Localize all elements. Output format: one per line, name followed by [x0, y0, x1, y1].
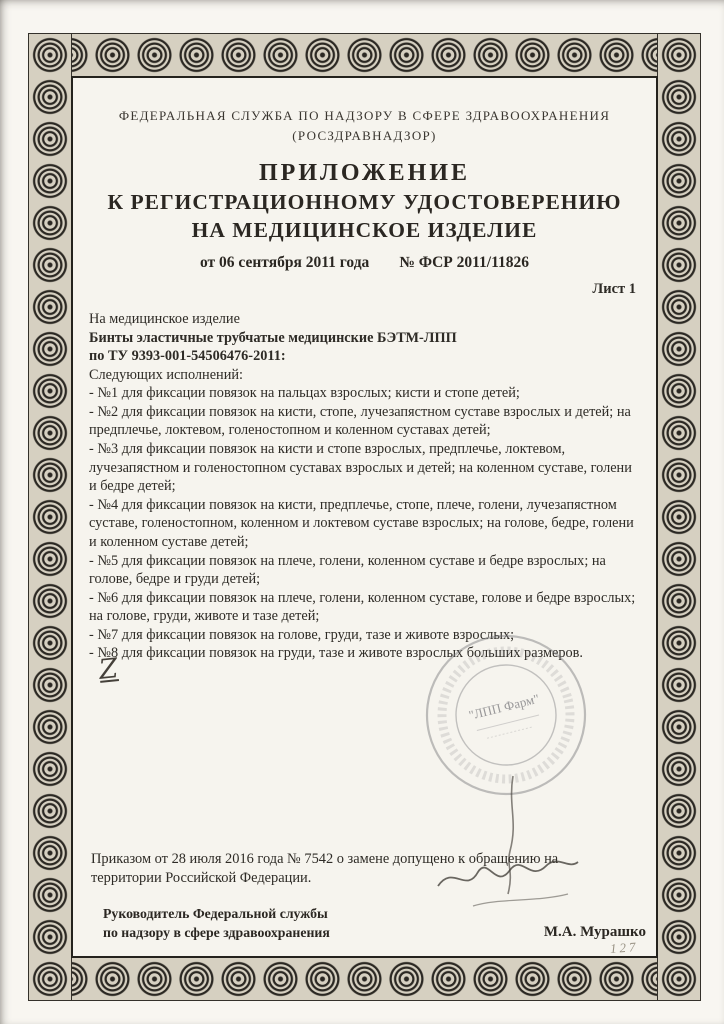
version-item: - №7 для фиксации повязок на голове, груди, тазе и животе взрослых; — [89, 626, 515, 643]
title-line-3: НА МЕДИЦИНСКОЕ ИЗДЕЛИЕ — [191, 218, 538, 242]
authority-name: ФЕДЕРАЛЬНАЯ СЛУЖБА ПО НАДЗОРУ В СФЕРЕ ЗДРАВООХРАНЕНИЯ — [118, 108, 611, 123]
pencil-page-number: 127 — [609, 939, 639, 956]
handwritten-mark: Z — [97, 653, 120, 686]
title-line-2: К РЕГИСТРАЦИОННОМУ УДОСТОВЕРЕНИЮ — [107, 190, 622, 214]
version-item: - №3 для фиксации повязок на кисти и стопе взрослых, предплечье, локтевом, лучезапястном и голеностопном суставах взрослых и детей; на коленном суставе, голени и бедре детей; — [89, 441, 632, 495]
device-intro: На медицинское изделие — [89, 311, 240, 327]
signer-title-line-2: по надзору в сфере здравоохранения — [103, 925, 330, 941]
signature-scribble — [418, 766, 588, 926]
version-item: - №5 для фиксации повязок на плече, голени, коленном суставе и бедре взрослых; на голове, бедре и груди детей; — [89, 552, 606, 588]
authority-short-name: (РОСЗДРАВНАДЗОР) — [292, 127, 437, 143]
device-tu-number: по ТУ 9393-001-54506476-2011: — [89, 348, 286, 365]
signer-name: М.А. Мурашко — [543, 923, 646, 940]
registration-meta — [89, 254, 640, 272]
device-name: Бинты эластичные трубчатые медицинские БЭТМ-ЛПП — [89, 329, 457, 346]
title-line-1: ПРИЛОЖЕНИЕ — [258, 160, 471, 186]
document-content — [71, 76, 658, 958]
registration-number: № ФСР 2011/11826 — [399, 254, 529, 271]
sheet-number: Лист 1 — [592, 281, 636, 297]
border-ornament-right — [657, 34, 700, 1000]
issuing-authority — [89, 106, 640, 145]
registration-date: от 06 сентября 2011 года — [200, 254, 370, 271]
version-item: - №4 для фиксации повязок на кисти, предплечье, стопе, плече, голени, лучезапястном суставе, голеностопном, коленном и локтевом суставе взрослых; на голове, бедре, голени и коленном суставе детей; — [89, 496, 634, 550]
signature-block — [103, 904, 646, 943]
version-item: - №6 для фиксации повязок на плече, голени, коленном суставе, голове и бедре взрослых; на голове, груди, животе и тазе детей; — [89, 589, 636, 625]
document-title — [89, 160, 640, 243]
signer-title-line-1: Руководитель Федеральной службы — [103, 906, 328, 921]
version-item: - №2 для фиксации повязок на кисти, стопе, лучезапястном суставе взрослых и детей; на предплечье, локтевом, голеностопном и коленном суставах детей; — [89, 403, 631, 439]
stamp-center-text: "ЛПП Фарм" — [467, 690, 541, 723]
order-note: Приказом от 28 июля 2016 года № 7542 о замене допущено к обращению на территории Российской Федерации. — [91, 851, 559, 887]
versions-label: Следующих исполнений: — [89, 366, 243, 383]
signer-title — [103, 904, 330, 943]
border-ornament-top — [29, 34, 700, 77]
version-item: - №1 для фиксации повязок на пальцах взрослых; кисти и стопе детей; — [89, 385, 520, 402]
border-ornament-left — [29, 34, 72, 1000]
version-item: - №8 для фиксации повязок на груди, тазе и животе взрослых больших размеров. — [89, 645, 583, 662]
document-body — [89, 310, 640, 663]
border-ornament-bottom — [29, 957, 700, 1000]
